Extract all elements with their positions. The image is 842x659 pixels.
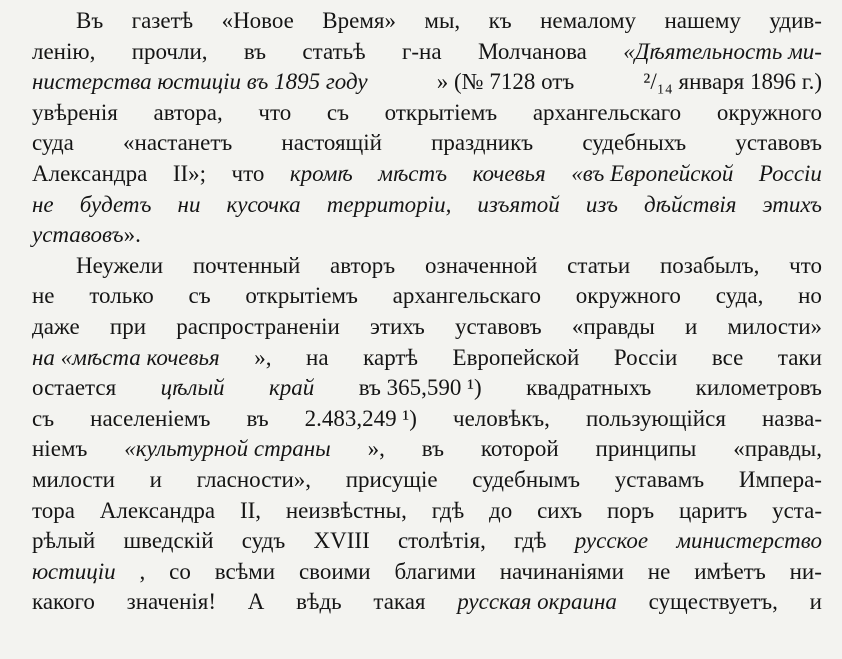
word: гдѣ [514, 528, 547, 554]
word: ». [123, 222, 141, 248]
word: Александра [32, 160, 148, 186]
italic-word: Россіи [758, 160, 822, 186]
word: настоящій [281, 130, 382, 156]
word: всѣми [214, 558, 276, 584]
word: въ 365,590 ¹) [358, 375, 482, 401]
word: суда [32, 130, 74, 156]
word: остается [32, 375, 117, 401]
word: не [647, 558, 671, 584]
word: мы, [424, 8, 461, 33]
italic-word: на «мѣста кочевья [32, 344, 220, 370]
word: «правды [571, 313, 655, 339]
word: уставовъ [454, 313, 542, 339]
text-line [32, 98, 822, 129]
word: ни- [789, 558, 822, 584]
word: распространеніи [176, 313, 340, 339]
italic-word: территоріи, [326, 191, 452, 217]
word: въ [243, 38, 267, 64]
word: », [367, 436, 385, 462]
word: удив- [769, 8, 822, 33]
text-line [32, 434, 822, 465]
italic-word: нистерства юстиціи въ 1895 году [32, 69, 368, 95]
word: принципы [595, 436, 697, 462]
word: благими [394, 558, 476, 584]
word: немалому [540, 8, 637, 33]
text-line [32, 526, 822, 557]
word: вѣдь [296, 589, 342, 615]
word: нашему [664, 8, 741, 33]
italic-word: изъ [585, 191, 618, 217]
word: только [89, 283, 154, 309]
word: газетѣ [131, 8, 194, 33]
italic-word: мѣстъ [378, 160, 448, 186]
word: прочли, [131, 38, 208, 64]
word: но [798, 283, 822, 309]
word: ²/₁₄ января 1896 г.) [643, 69, 822, 95]
text-line [32, 281, 822, 312]
word: имѣетъ [694, 558, 766, 584]
text-line [32, 373, 822, 404]
word: А [247, 589, 265, 615]
word: гласности», [196, 466, 312, 492]
word: праздникъ [431, 130, 534, 156]
word: километровъ [695, 375, 822, 401]
text-line [32, 128, 822, 159]
word: означенной [424, 252, 538, 278]
word: г-на [401, 38, 442, 64]
italic-word: дѣйствія [644, 191, 737, 217]
word: значенія! [126, 589, 217, 615]
word: почтенный [192, 252, 301, 278]
word: неизвѣстны, [285, 497, 407, 523]
word: архангельскаго [532, 99, 682, 125]
word: Въ [76, 8, 104, 33]
word: уста- [772, 497, 822, 523]
word: » (№ 7128 отъ [436, 69, 575, 95]
text-line [32, 159, 822, 190]
word: что [231, 160, 265, 186]
word: уставовъ [735, 130, 822, 156]
italic-word: уставовъ [32, 222, 124, 248]
text-line [32, 67, 822, 98]
word: своими [298, 558, 371, 584]
word: этихъ [370, 313, 425, 339]
word: въ [421, 436, 444, 462]
word: автора, [153, 99, 223, 125]
word: увѣренія [32, 99, 118, 125]
word: милости [32, 466, 115, 492]
text-line [32, 496, 822, 527]
word: окружного [575, 283, 681, 309]
text-line [32, 404, 822, 435]
word: квадратныхъ [526, 375, 652, 401]
italic-word: кусочка [226, 191, 301, 217]
word: такая [373, 589, 426, 615]
word: тора [32, 497, 75, 523]
word: что [258, 99, 292, 125]
italic-word: русская окраина [457, 589, 617, 615]
italic-word: изъятой [477, 191, 560, 217]
word: даже [32, 313, 80, 339]
italic-word: цѣлый [160, 375, 225, 401]
word: въ [246, 405, 269, 431]
italic-word: «Дѣятельность ми- [623, 38, 822, 64]
word: при [109, 313, 147, 339]
word: судебнымъ [472, 466, 581, 492]
word: не [32, 283, 55, 309]
text-line [32, 312, 822, 343]
word: «правды, [733, 436, 822, 462]
word: Время» [322, 8, 396, 33]
word: поръ [606, 497, 655, 523]
word: окружного [716, 99, 822, 125]
word: Россіи [613, 344, 678, 370]
word: II, [239, 497, 262, 523]
word: таки [777, 344, 822, 370]
document-text [32, 6, 822, 618]
word: какого [32, 589, 95, 615]
italic-word: будетъ [79, 191, 152, 217]
word: со [169, 558, 191, 584]
italic-word: «культурной страны [124, 436, 331, 462]
word: съ [188, 283, 211, 309]
italic-word: «въ Европейской [571, 160, 734, 186]
word: статьѣ [302, 38, 366, 64]
word: авторъ [330, 252, 396, 278]
word: », [254, 344, 272, 370]
word: XVIII [313, 528, 370, 554]
word: съ [32, 405, 55, 431]
word: сихъ [537, 497, 583, 523]
word: столѣтія, [397, 528, 486, 554]
word: архангельскаго [392, 283, 542, 309]
word: рѣлый [32, 528, 96, 554]
word: открытіемъ [245, 283, 358, 309]
text-line [32, 465, 822, 496]
text-line [32, 557, 822, 588]
word: присущіе [345, 466, 438, 492]
word: на [306, 344, 329, 370]
italic-word: министерство [676, 528, 822, 554]
word: Молчанова [477, 38, 587, 64]
word: Европейской [452, 344, 580, 370]
word: позабылъ, [659, 252, 760, 278]
word: что [789, 252, 822, 278]
word: и [685, 313, 698, 339]
word: Неужели [76, 252, 164, 278]
word: пользующійся [585, 405, 726, 431]
word: судебныхъ [582, 130, 687, 156]
text-line [32, 6, 822, 37]
word: съ [326, 99, 349, 125]
word: 2.483,249 ¹) [304, 405, 417, 431]
text-line [32, 190, 822, 221]
word: «настанетъ [123, 130, 233, 156]
word: открытіемъ [384, 99, 498, 125]
word: статьи [567, 252, 631, 278]
text-line [32, 220, 822, 251]
word: существуетъ, [648, 589, 778, 615]
word: II»; [172, 160, 207, 186]
word: судъ [241, 528, 286, 554]
italic-word: ни [177, 191, 201, 217]
word: картѣ [363, 344, 418, 370]
word: «Новое [221, 8, 294, 33]
word: которой [480, 436, 559, 462]
word: шведскій [123, 528, 214, 554]
word: ніемъ [32, 436, 88, 462]
word: гдѣ [431, 497, 465, 523]
word: до [489, 497, 513, 523]
word: уставамъ [614, 466, 705, 492]
text-line [32, 587, 822, 618]
italic-word: кромѣ [289, 160, 353, 186]
word: населеніемъ [90, 405, 211, 431]
italic-word: русское [574, 528, 649, 554]
word: Александра [99, 497, 216, 523]
word: милости» [727, 313, 822, 339]
word: и [809, 589, 822, 615]
italic-word: край [268, 375, 315, 401]
italic-word: кочевья [472, 160, 546, 186]
word: назва- [761, 405, 822, 431]
text-line [32, 37, 822, 68]
italic-word: этихъ [762, 191, 822, 217]
word: къ [488, 8, 512, 33]
word: начинаніями [499, 558, 624, 584]
word: суда, [715, 283, 764, 309]
italic-word: юстиціи [32, 558, 116, 584]
word: все [711, 344, 744, 370]
word: , [139, 558, 146, 584]
word: и [149, 466, 162, 492]
word: ленію, [32, 38, 96, 64]
text-line [32, 251, 822, 282]
word: человѣкъ, [453, 405, 550, 431]
text-line [32, 343, 822, 374]
word: Импера- [738, 466, 822, 492]
word: царитъ [678, 497, 748, 523]
italic-word: не [32, 191, 54, 217]
